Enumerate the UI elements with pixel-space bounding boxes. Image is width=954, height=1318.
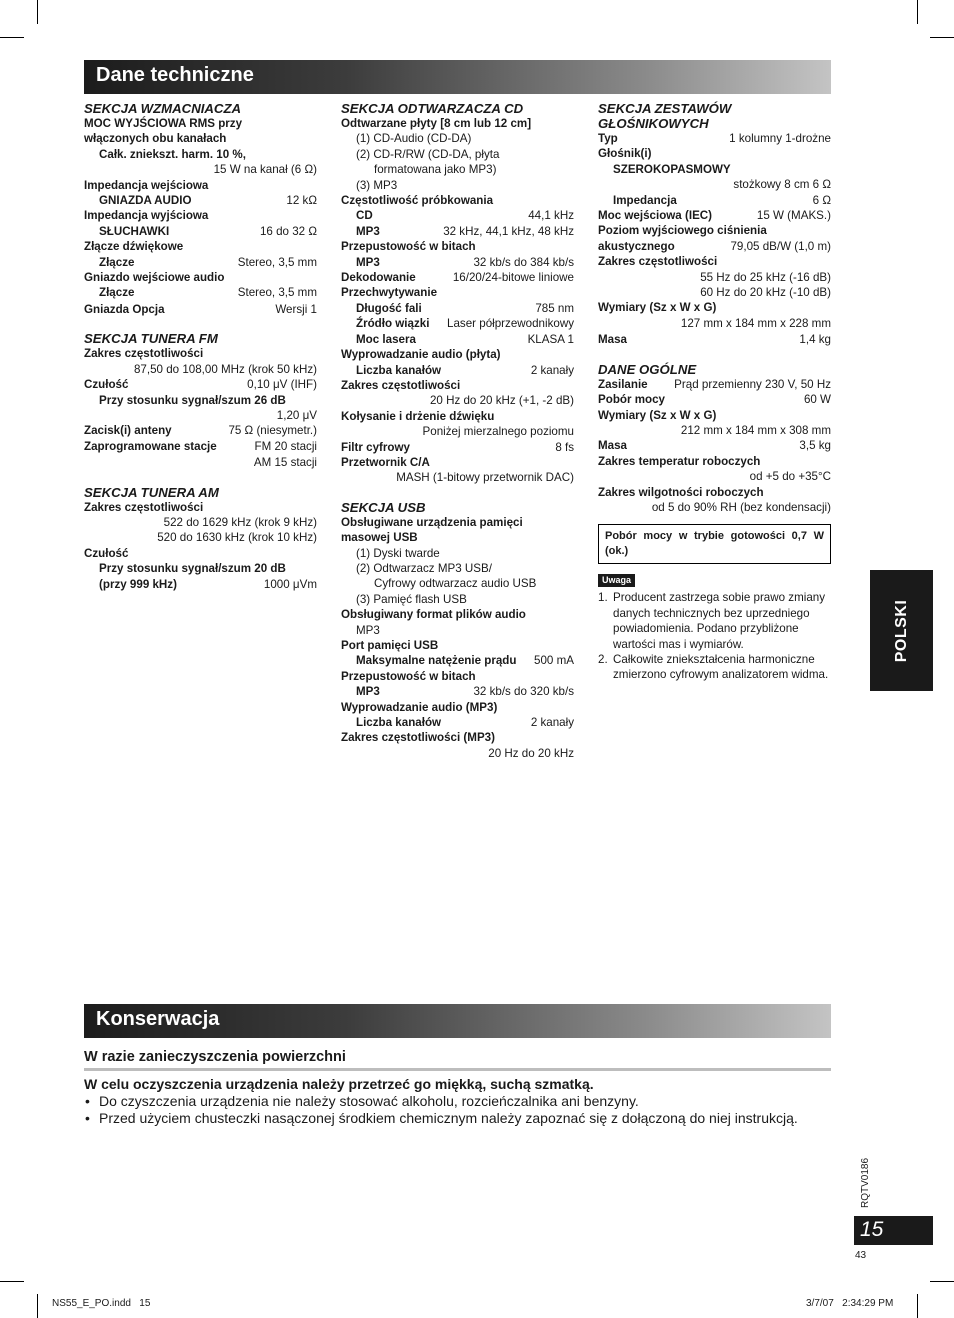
spec-label: Zakres częstotliwości (MP3) [341, 731, 495, 745]
spec-label: Przepustowość w bitach [341, 669, 476, 683]
spec-value: 20 Hz do 20 kHz (+1, -2 dB) [429, 394, 574, 408]
spec-value: 15 W (MAKS.) [756, 209, 831, 223]
spec-value: 500 mA [534, 654, 574, 668]
maintenance-list [84, 1093, 844, 1127]
section-title-maintenance: Konserwacja [84, 1004, 831, 1038]
spec-value: 1,4 kg [799, 333, 831, 347]
spec-key: MP3 [356, 255, 380, 269]
spec-value: 87,50 do 108,00 MHz (krok 50 kHz) [133, 362, 317, 376]
print-timestamp: 3/7/07 2:34:29 PM [806, 1298, 894, 1309]
spec-label: Przetwornik C/A [341, 455, 430, 469]
section-title-specs: Dane techniczne [84, 60, 831, 94]
spec-value: 15 W na kanał (6 Ω) [213, 163, 317, 177]
spec-value: 1 kolumny 1-drożne [729, 132, 831, 145]
heading-speakers: SEKCJA ZESTAWÓW [598, 101, 732, 116]
spec-value: 6 Ω [812, 193, 831, 207]
spec-row [341, 208, 574, 223]
spec-item: Cyfrowy odtwarzacz audio USB [374, 577, 537, 591]
page-number: 15 [854, 1216, 933, 1245]
spec-value: 522 do 1629 kHz (krok 9 kHz) [163, 515, 317, 529]
spec-key: Moc lasera [356, 332, 416, 346]
spec-label: SZEROKOPASMOWY [613, 162, 731, 176]
spec-row [84, 224, 317, 239]
maintenance-subheading: W razie zanieczyszczenia powierzchni [84, 1049, 831, 1071]
spec-value: 16 do 32 Ω [259, 224, 317, 238]
heading-fm-tuner: SEKCJA TUNERA FM [84, 331, 218, 347]
crop-mark [37, 0, 38, 24]
spec-key: (przy 999 kHz) [99, 577, 177, 591]
spec-value: 60 W [803, 393, 831, 407]
sheet-number: 43 [855, 1250, 867, 1261]
spec-value: Stereo, 3,5 mm [237, 255, 317, 269]
spec-value: FM 20 stacji [254, 439, 317, 453]
spec-row [341, 255, 574, 270]
spec-key: Filtr cyfrowy [341, 440, 410, 454]
spec-label: Zakres częstotliwości [341, 378, 461, 392]
spec-item: (2) Odtwarzacz MP3 USB/ [356, 561, 492, 575]
spec-label: Obsługiwany format plików audio [341, 608, 526, 622]
spec-label: Obsługiwane urządzenia pamięci [341, 515, 523, 529]
spec-key: akustycznego [598, 239, 675, 253]
maintenance-intro: W celu oczyszczenia urządzenia należy przetrzeć go miękką, suchą szmatką. [84, 1076, 594, 1092]
spec-value: Laser półprzewodnikowy [447, 317, 574, 331]
spec-key: Złącze [99, 286, 135, 300]
spec-row [84, 439, 317, 454]
spec-label: Przy stosunku sygnał/szum 26 dB [99, 393, 286, 407]
spec-key: MP3 [356, 685, 380, 699]
note-badge: Uwaga [598, 574, 635, 587]
spec-label: Zakres wilgotności roboczych [598, 485, 764, 499]
crop-mark [0, 37, 24, 38]
spec-value: 75 Ω (niesymetr.) [228, 424, 317, 438]
spec-row [341, 270, 574, 285]
spec-label: masowej USB [341, 531, 418, 545]
spec-key: Moc wejściowa (IEC) [598, 209, 713, 223]
spec-key: Liczba kanałów [356, 363, 442, 377]
spec-row [341, 363, 574, 378]
specs-column-2 [341, 101, 574, 761]
spec-item: (1) CD-Audio (CD-DA) [356, 132, 472, 146]
spec-row [598, 208, 831, 223]
spec-label: Częstotliwość próbkowania [341, 194, 494, 208]
spec-row [341, 301, 574, 316]
spec-value: 32 kHz, 44,1 kHz, 48 kHz [443, 224, 574, 238]
spec-label: Głośnik(i) [598, 147, 652, 161]
spec-key: GNIAZDA AUDIO [99, 194, 192, 208]
specs-column-3 [598, 101, 831, 683]
spec-key: Masa [598, 333, 628, 347]
spec-label: Wyprowadzanie audio (płyta) [341, 348, 501, 362]
spec-key: Czułość [84, 378, 129, 392]
note-number: 1. [598, 591, 608, 605]
spec-value: 127 mm x 184 mm x 228 mm [680, 316, 831, 330]
spec-item: formatowana jako MP3) [374, 163, 497, 177]
spec-value: 3,5 kg [799, 439, 831, 453]
spec-row [84, 193, 317, 208]
spec-label: Gniazdo wejściowe audio [84, 271, 225, 285]
spec-label: Impedancja wyjściowa [84, 209, 209, 223]
spec-row [598, 131, 831, 146]
spec-key: Zacisk(i) anteny [84, 424, 172, 438]
spec-value: Poniżej mierzalnego poziomu [422, 425, 574, 439]
notes-list [598, 590, 831, 682]
spec-value: Prąd przemienny 230 V, 50 Hz [674, 377, 831, 391]
language-tab [870, 570, 933, 691]
maintenance-item: • Przed użyciem chusteczki nasączonej środkiem chemicznym należy zapoznać się z dołączoną do niej instrukcją. [84, 1110, 844, 1127]
spec-value: MP3 [356, 623, 380, 637]
spec-value: 60 Hz do 20 kHz (-10 dB) [700, 286, 831, 300]
note-item [598, 590, 831, 652]
crop-mark [930, 1281, 954, 1282]
spec-row [84, 285, 317, 300]
spec-label: Port pamięci USB [341, 639, 439, 652]
spec-label: Przepustowość w bitach [341, 240, 476, 254]
spec-item: (1) Dyski twarde [356, 546, 440, 560]
spec-value: 8 fs [555, 440, 574, 454]
note-item [598, 652, 831, 683]
spec-row [341, 653, 574, 668]
spec-item: (2) CD-R/RW (CD-DA, płyta [356, 147, 500, 161]
spec-value: 212 mm x 184 mm x 308 mm [680, 423, 831, 437]
spec-item: (3) Pamięć flash USB [356, 592, 467, 606]
spec-label: Wymiary (Sz x W x G) [598, 408, 717, 422]
language-tab-label: POLSKI [892, 599, 910, 662]
spec-label: Zakres częstotliwości [84, 347, 204, 361]
spec-value: Stereo, 3,5 mm [237, 286, 317, 300]
document-code: RQTV0186 [860, 1157, 871, 1208]
spec-label: włączonych obu kanałach [84, 132, 227, 146]
heading-am-tuner: SEKCJA TUNERA AM [84, 484, 219, 500]
spec-key: Maksymalne natężenie prądu [356, 654, 517, 668]
spec-label: Wymiary (Sz x W x G) [598, 301, 717, 315]
heading-amplifier: SEKCJA WZMACNIACZA [84, 101, 242, 116]
spec-value: Wersji 1 [275, 302, 317, 316]
standby-power-box: Pobór mocy w trybie gotowości 0,7 W (ok.) [598, 524, 831, 564]
crop-mark [930, 37, 954, 38]
spec-value: 2 kanały [530, 716, 574, 730]
spec-key: Złącze [99, 255, 135, 269]
file-name: NS55_E_PO.indd 15 [52, 1298, 151, 1309]
spec-label: Odtwarzane płyty [8 cm lub 12 cm] [341, 117, 532, 130]
note-text: Całkowite zniekształcenia harmoniczne zmierzono cyfrowym analizatorem widma. [613, 652, 829, 682]
spec-row [84, 377, 317, 392]
spec-key: Zaprogramowane stacje [84, 439, 217, 453]
spec-label: Czułość [84, 546, 129, 560]
crop-mark [917, 1294, 918, 1318]
spec-label: Całk. zniekszt. harm. 10 %, [99, 147, 246, 161]
heading-speakers: GŁOŚNIKOWYCH [598, 116, 709, 131]
spec-row [598, 239, 831, 254]
spec-value: KLASA 1 [527, 332, 574, 346]
spec-value: AM 15 stacji [253, 456, 317, 470]
spec-row [84, 302, 317, 317]
heading-general: DANE OGÓLNE [598, 361, 697, 377]
spec-item: (3) MP3 [356, 178, 398, 192]
spec-row [341, 684, 574, 699]
spec-value: 1,20 μV [276, 408, 317, 422]
spec-value: 32 kb/s do 320 kb/s [473, 685, 574, 699]
spec-value: stożkowy 8 cm 6 Ω [733, 178, 831, 192]
spec-value: MASH (1-bitowy przetwornik DAC) [396, 471, 574, 485]
spec-row [84, 577, 317, 592]
spec-value: 16/20/24-bitowe liniowe [452, 271, 574, 285]
spec-row [341, 715, 574, 730]
crop-mark [37, 1294, 38, 1318]
spec-key: MP3 [356, 224, 380, 238]
spec-key: Dekodowanie [341, 271, 416, 285]
heading-cd-player: SEKCJA ODTWARZACZA CD [341, 101, 524, 116]
spec-label: Przy stosunku sygnał/szum 20 dB [99, 562, 286, 576]
spec-label: Wyprowadzanie audio (MP3) [341, 700, 498, 714]
specs-column-1 [84, 101, 317, 592]
note-number: 2. [598, 652, 608, 666]
spec-key: CD [356, 209, 373, 223]
spec-key: SŁUCHAWKI [99, 224, 170, 238]
spec-row [598, 392, 831, 407]
spec-label: Zakres temperatur roboczych [598, 454, 761, 468]
heading-usb: SEKCJA USB [341, 499, 426, 515]
spec-key: Pobór mocy [598, 393, 665, 407]
crop-mark [0, 1281, 24, 1282]
spec-label: Poziom wyjściowego ciśnienia [598, 224, 767, 238]
spec-row [84, 423, 317, 438]
spec-key: Liczba kanałów [356, 716, 442, 730]
spec-label: Impedancja wejściowa [84, 178, 209, 192]
spec-row [598, 332, 831, 347]
spec-label: MOC WYJŚCIOWA RMS przy [84, 117, 243, 130]
spec-row [598, 438, 831, 453]
spec-row [341, 332, 574, 347]
maintenance-item: • Do czyszczenia urządzenia nie należy stosować alkoholu, rozcieńczalnika ani benzyny. [84, 1093, 844, 1110]
spec-value: 79,05 dB/W (1,0 m) [730, 239, 831, 253]
spec-value: 2 kanały [530, 363, 574, 377]
spec-key: Źródło wiązki [356, 317, 430, 331]
spec-key: Impedancja [613, 193, 677, 207]
spec-value: 1000 μVm [263, 577, 317, 591]
spec-key: Gniazda Opcja [84, 302, 165, 316]
spec-label: Złącze dźwiękowe [84, 240, 184, 254]
spec-label: Kołysanie i drżenie dźwięku [341, 409, 495, 423]
spec-value: 0,10 μV (IHF) [247, 378, 317, 392]
spec-value: od +5 do +35°C [749, 470, 831, 484]
spec-row [341, 224, 574, 239]
spec-key: Długość fali [356, 301, 422, 315]
spec-value: 20 Hz do 20 kHz [488, 746, 574, 760]
note-text: Producent zastrzega sobie prawo zmiany danych technicznych bez uprzedniego powiadomienia. Podano przybliżone wartości mas i wymiarów. [613, 591, 826, 651]
spec-row [341, 440, 574, 455]
spec-row [84, 255, 317, 270]
spec-row [341, 316, 574, 331]
spec-value: 520 do 1630 kHz (krok 10 kHz) [157, 531, 317, 545]
spec-label: Przechwytywanie [341, 286, 438, 300]
spec-value: od 5 do 90% RH (bez kondensacji) [651, 500, 831, 514]
spec-value: 44,1 kHz [528, 209, 574, 223]
spec-value: 55 Hz do 25 kHz (-16 dB) [700, 270, 831, 284]
crop-mark [917, 0, 918, 24]
spec-value: 785 nm [535, 301, 574, 315]
spec-key: Zasilanie [598, 377, 648, 391]
spec-value: 32 kb/s do 384 kb/s [473, 255, 574, 269]
spec-value: 12 kΩ [286, 194, 317, 208]
maintenance-body [84, 1076, 844, 1127]
spec-key: Typ [598, 132, 618, 145]
spec-label: Zakres częstotliwości [598, 255, 718, 269]
spec-label: Zakres częstotliwości [84, 500, 204, 514]
spec-key: Masa [598, 439, 628, 453]
spec-row [598, 193, 831, 208]
spec-row [598, 377, 831, 392]
